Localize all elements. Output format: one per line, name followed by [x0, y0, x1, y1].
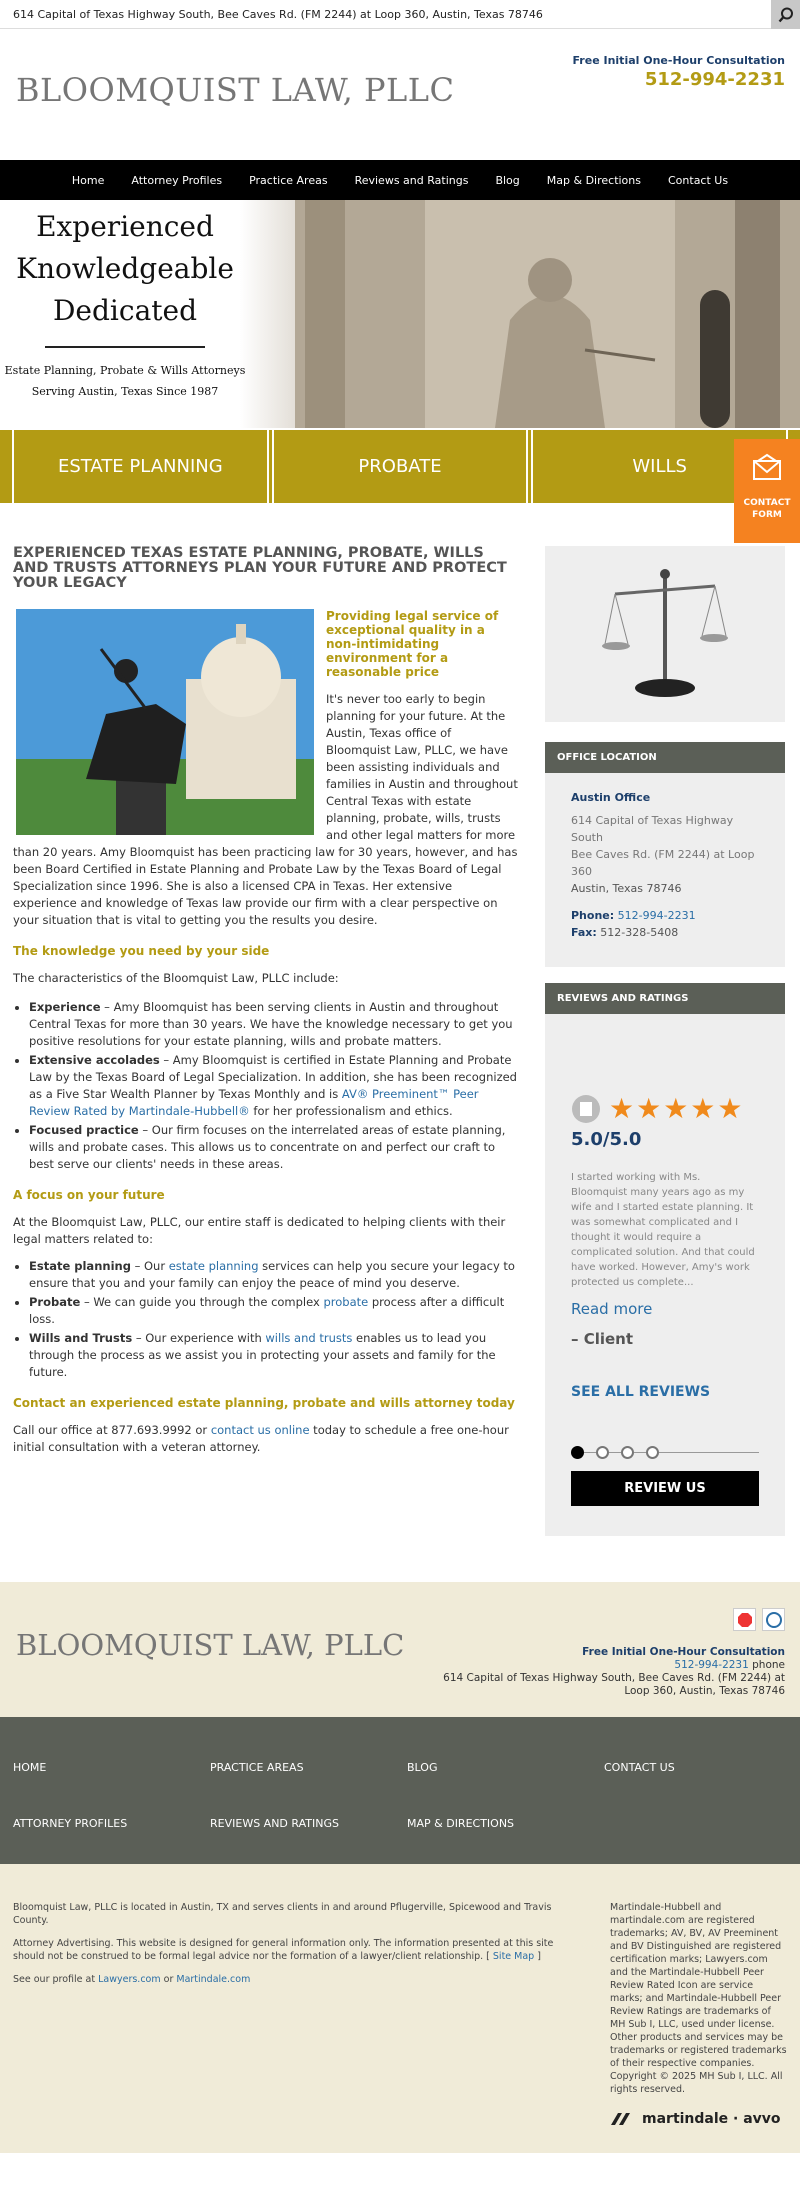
carousel-dot[interactable] — [646, 1446, 659, 1459]
review-us-button[interactable]: REVIEW US — [571, 1471, 759, 1506]
lead-tagline: Providing legal service of exceptional quality in a non-intimidating environment for a reasonable price — [326, 609, 499, 679]
header-phone[interactable]: 512-994-2231 — [644, 69, 785, 90]
section-heading-contact: Contact an experienced estate planning, probate and wills attorney today — [13, 1396, 515, 1410]
lawyers-com-icon[interactable] — [762, 1608, 785, 1631]
profile-or: or — [160, 1974, 177, 1985]
footer-nav-home[interactable]: HOME — [13, 1761, 47, 1774]
footer-phone[interactable]: 512-994-2231 — [674, 1659, 749, 1671]
section-heading-future: A focus on your future — [13, 1188, 165, 1202]
av-preeminent-link[interactable]: AV® Preeminent™ Peer Review Rated by Martindale-Hubbell® — [29, 1087, 479, 1118]
site-map-link[interactable]: Site Map — [492, 1951, 535, 1962]
hero-text — [0, 206, 250, 402]
footer-logo[interactable]: BLOOMQUIST LAW, PLLC — [16, 1628, 405, 1662]
capitol-statue-photo — [16, 609, 314, 835]
advertising-note — [13, 1937, 583, 1963]
carousel-dot[interactable] — [621, 1446, 634, 1459]
office-phone-row — [571, 907, 759, 924]
review-carousel-dots — [571, 1446, 759, 1459]
main-nav — [0, 160, 800, 200]
list-item-text: services can help you secure your legacy to ensure that you and your family can enjoy the peace of mind you deserve. — [29, 1259, 515, 1290]
list-item — [29, 1052, 519, 1120]
header-consultation — [573, 54, 786, 90]
list-item-text: for her professionalism and ethics. — [249, 1104, 453, 1118]
list-item-text: – Amy Bloomquist is certified in Estate Planning and Probate Law by the Texas Board of Legal Specialization. In addition, she has been recognized as a Five Star Wealth Planner by Texas Monthly and is — [29, 1053, 517, 1101]
search-icon — [778, 7, 794, 23]
hero-sub-2: Serving Austin, Texas Since 1987 — [31, 385, 219, 398]
read-more-link[interactable]: Read more — [571, 1300, 653, 1318]
contact-tab-line-2: FORM — [752, 510, 782, 520]
advertising-end: ] — [534, 1951, 541, 1962]
office-fax: 512-328-5408 — [600, 926, 679, 939]
footer-nav-reviews[interactable]: REVIEWS AND RATINGS — [210, 1816, 339, 1830]
site-logo[interactable]: BLOOMQUIST LAW, PLLC — [16, 71, 455, 109]
martindale-mark-icon — [610, 2112, 636, 2126]
yelp-icon[interactable] — [733, 1608, 756, 1631]
disclaimer-left — [13, 1901, 583, 2153]
practice-bands — [0, 428, 800, 503]
star-rating: ★★★★★ — [609, 1092, 745, 1125]
header — [0, 29, 800, 160]
footer-phone-suffix: phone — [748, 1659, 785, 1671]
search-button[interactable] — [771, 0, 800, 29]
footer-contact — [415, 1646, 785, 1698]
footer-disclaimer — [0, 1864, 800, 2153]
sidebar — [545, 546, 785, 1536]
hero-statue-image — [295, 200, 800, 428]
list-item-title: Wills and Trusts — [29, 1331, 133, 1345]
reviews-widget — [545, 1014, 785, 1536]
profile-note — [13, 1973, 583, 1986]
hero-sub-1: Estate Planning, Probate & Wills Attorneys — [4, 364, 246, 377]
office-location-heading: OFFICE LOCATION — [545, 742, 785, 773]
section-heading-knowledge: The knowledge you need by your side — [13, 944, 270, 958]
probate-link[interactable]: probate — [323, 1295, 369, 1309]
call-paragraph — [13, 1422, 519, 1456]
list-item-text: – Amy Bloomquist has been serving clients in Austin and throughout Central Texas for more than 30 years. We have the knowledge necessary to get you positive resolutions for your estate planning, wills and probate matters. — [29, 1000, 513, 1048]
list-item-title: Focused practice — [29, 1123, 139, 1137]
hero-line-1: Experienced — [36, 210, 214, 243]
office-info — [545, 773, 785, 967]
page-heading: EXPERIENCED TEXAS ESTATE PLANNING, PROBATE, WILLS AND TRUSTS ATTORNEYS PLAN YOUR FUTURE AND PROTECT YOUR LEGACY — [13, 545, 507, 591]
nav-contact[interactable]: Contact Us — [668, 173, 729, 187]
nav-attorney-profiles[interactable]: Attorney Profiles — [131, 173, 223, 187]
office-fax-row — [571, 924, 759, 941]
review-text: I started working with Ms. Bloomquist many years ago as my wife and I started estate planning. It was somewhat complicated and I thought it would require a complicated solution. And that could have worked. However, Amy's work protected us complete... — [571, 1172, 755, 1288]
martindale-link[interactable]: Martindale.com — [176, 1974, 251, 1985]
list-item-text: – Our firm focuses on the interrelated areas of estate planning, wills and probate cases. This allows us to concentrate on and perfect our craft to best serve our clients' needs in these areas. — [29, 1123, 506, 1171]
hero-banner — [0, 200, 800, 428]
list-item-text: enables us to lead you through the process as we assist you in protecting your assets and family for the future. — [29, 1331, 496, 1379]
main-section — [0, 498, 800, 1536]
hero-line-2: Knowledgeable — [16, 252, 234, 285]
estate-planning-link[interactable]: estate planning — [168, 1259, 259, 1273]
office-address-3: Austin, Texas 78746 — [571, 882, 682, 895]
top-address: 614 Capital of Texas Highway South, Bee Caves Rd. (FM 2244) at Loop 360, Austin, Texas 78746 — [13, 8, 543, 21]
list-item — [29, 999, 519, 1050]
nav-map[interactable]: Map & Directions — [546, 173, 641, 187]
hero-divider — [45, 346, 205, 348]
characteristics-list — [29, 999, 519, 1173]
review-author: – Client — [571, 1330, 634, 1348]
trademark-notice: Martindale-Hubbell and martindale.com are registered trademarks; AV, BV, AV Preeminent and BV Distinguished are registered certification marks; Lawyers.com and the Martindale-Hubbell Peer Review Rated Icon are service marks; and Martindale-Hubbell Peer Review Ratings are trademarks of MH Sub I, LLC, used under license. Other products and services may be trademarks or registered trademarks of their respective companies. Copyright © 2025 MH Sub I, LLC. All rights reserved. — [610, 1902, 787, 2095]
footer-top — [0, 1582, 800, 1717]
contact-online-link[interactable]: contact us online — [210, 1423, 310, 1437]
footer-address: 614 Capital of Texas Highway South, Bee Caves Rd. (FM 2244) at Loop 360, Austin, Texas 78746 — [443, 1672, 785, 1697]
list-item — [29, 1294, 519, 1328]
contact-tab-line-1: CONTACT — [743, 498, 791, 508]
services-list — [29, 1258, 519, 1381]
rating-score: 5.0/5.0 — [571, 1129, 642, 1150]
disclaimer-right — [610, 1901, 787, 2153]
footer-nav-contact[interactable]: CONTACT US — [604, 1761, 675, 1774]
rating-row — [571, 1092, 759, 1125]
contact-form-tab[interactable] — [734, 439, 800, 543]
list-item — [29, 1258, 519, 1292]
carousel-dot[interactable] — [571, 1446, 584, 1459]
nav-practice-areas[interactable]: Practice Areas — [249, 173, 328, 187]
call-text-end: today to schedule a free one-hour initial consultation with a veteran attorney. — [13, 1423, 509, 1454]
staff-paragraph: At the Bloomquist Law, PLLC, our entire staff is dedicated to helping clients with their legal matters related to: — [13, 1215, 506, 1246]
fax-label: Fax: — [571, 926, 597, 939]
list-item-title: Extensive accolades — [29, 1053, 160, 1067]
list-item-title: Probate — [29, 1295, 81, 1309]
top-bar — [0, 0, 800, 29]
band-estate-planning[interactable]: ESTATE PLANNING — [12, 430, 269, 503]
wills-trusts-link[interactable]: wills and trusts — [265, 1331, 353, 1345]
footer-nav — [0, 1717, 800, 1864]
footer-social-icons — [733, 1608, 785, 1631]
hero-line-3: Dedicated — [52, 294, 198, 327]
list-item-text: – Our — [130, 1259, 169, 1273]
intro-paragraph: It's never too early to begin planning for your future. At the Austin, Texas office of Bloomquist Law, PLLC, we have been assisting individuals and families in Austin and throughout Central Texas with estate planning, probate, wills, trusts and other legal matters for more than 20 years. Amy Bloomquist has been practicing law for 30 years, however, and has been Board Certified in Estate Planning and Probate Law by the Texas Board of Legal Specialization since 1996. She is also a licensed CPA in Texas. Her extensive experience and knowledge of Texas law provide our firm with a clear perspective on your situation that is vital to getting you the results you desire. — [13, 692, 518, 927]
office-address-2: Bee Caves Rd. (FM 2244) at Loop 360 — [571, 848, 755, 878]
footer-consult-label: Free Initial One-Hour Consultation — [582, 1646, 785, 1658]
band-probate[interactable]: PROBATE — [272, 430, 529, 503]
footer-nav-blog[interactable]: BLOG — [407, 1761, 438, 1774]
advertising-text: Attorney Advertising. This website is designed for general information only. The information presented at this site should not be construed to be formal legal advice nor the formation of a lawyer/client relationship. [ — [13, 1938, 554, 1962]
band-wills[interactable]: WILLS — [531, 430, 788, 503]
list-item — [29, 1330, 519, 1381]
nav-reviews[interactable]: Reviews and Ratings — [354, 173, 469, 187]
footer-phone-row — [415, 1659, 785, 1672]
consult-label: Free Initial One-Hour Consultation — [572, 54, 785, 67]
list-item-title: Estate planning — [29, 1259, 131, 1273]
scales-of-justice-icon — [600, 564, 730, 704]
list-item-text: – We can guide you through the complex — [80, 1295, 324, 1309]
profile-text: See our profile at — [13, 1974, 99, 1985]
envelope-icon — [752, 453, 782, 483]
footer-nav-map[interactable]: MAP & DIRECTIONS — [407, 1816, 515, 1830]
list-item-text: – Our experience with — [132, 1331, 266, 1345]
see-all-reviews-link[interactable]: SEE ALL REVIEWS — [571, 1384, 711, 1400]
martindale-avvo-logo[interactable] — [610, 2112, 787, 2126]
call-text: Call our office at 877.693.9992 or — [13, 1423, 211, 1437]
office-address-1: 614 Capital of Texas Highway South — [571, 814, 734, 844]
location-note: Bloomquist Law, PLLC is located in Austin, TX and serves clients in and around Pflugerville, Spicewood and Travis County. — [13, 1902, 552, 1926]
office-name: Austin Office — [571, 791, 651, 804]
list-item-text: process after a difficult loss. — [29, 1295, 505, 1326]
reviews-heading: REVIEWS AND RATINGS — [545, 983, 785, 1014]
list-item-title: Experience — [29, 1000, 101, 1014]
avvo-badge-icon — [571, 1093, 601, 1125]
footer-nav-practice-areas[interactable]: PRACTICE AREAS — [210, 1761, 304, 1774]
scales-image — [545, 546, 785, 722]
characteristics-intro: The characteristics of the Bloomquist Law, PLLC include: — [13, 971, 339, 985]
martindale-avvo-text: martindale · avvo — [642, 2110, 781, 2127]
lawyers-com-link[interactable]: Lawyers.com — [98, 1974, 161, 1985]
carousel-dot[interactable] — [596, 1446, 609, 1459]
nav-home[interactable]: Home — [71, 173, 105, 187]
list-item — [29, 1122, 519, 1173]
phone-label: Phone: — [571, 909, 615, 922]
footer-nav-attorney-profiles[interactable]: ATTORNEY PROFILES — [13, 1816, 128, 1830]
nav-blog[interactable]: Blog — [495, 173, 520, 187]
main-content — [13, 546, 519, 1536]
office-phone-link[interactable]: 512-994-2231 — [617, 909, 696, 922]
